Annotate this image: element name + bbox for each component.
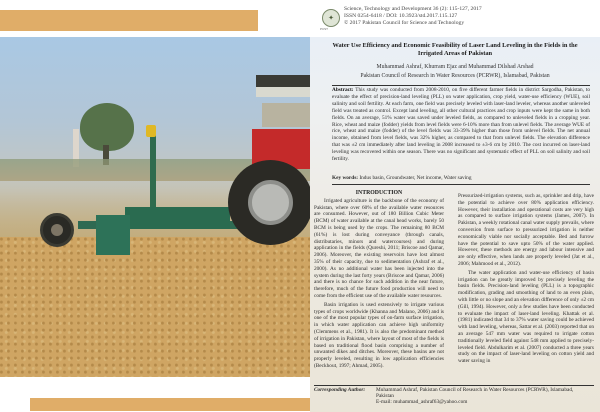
journal-header	[310, 0, 600, 37]
decorative-top-bar	[0, 10, 258, 31]
leveler-body	[125, 207, 230, 229]
keywords-text: Indus basin, Groundwater, Net income, Water saving	[359, 175, 472, 181]
left-column	[310, 190, 448, 372]
abstract-label: Abstract:	[332, 87, 354, 93]
paper-affiliation: Pakistan Council of Research in Water Resources (PCRWR), Islamabad, Pakistan	[360, 73, 550, 79]
soil-field	[0, 237, 310, 377]
right-paragraph-1: Pressurized-irrigation systems, such as, sprinkler and drip, have the potential to achieve over 80% application efficiency. However, their installation and operational costs are very high as compared to surface irrigation systems (James, 2007). In Pakistan, a weekly rotational canal water supply prevails, where conversion from surface to pressurized irrigation is neither economically viable nor socially acceptable. Bed and furrow have the potential to save upto 50% of the water applied. However, these methods are energy and labour intensive and are only effective, when lands are properly leveled (Jat et al., 2006; Mahmood et al., 2012).	[458, 193, 594, 267]
left-paragraph-2: Basin irrigation is used extensively to irrigate various types of crops worldwide (Khanna and Malano, 2006) and is one of the most popular types of on-farm surface irrigation, in which water application can achieve high uniformity (Clemmens et al., 1981). It is also the predominant method of irrigation in Pakistan, where layout of most of the fields is based on traditional flood basin comprising a number of unwanted dikes and ditches. Moreover, these basins are not properly leveled, resulting in low application efficiencies (Beckhout, 1997; Ahmad, 2005).	[314, 301, 444, 369]
tractor-roof	[256, 75, 310, 87]
tractor-rear-wheel	[228, 160, 310, 245]
abstract	[332, 87, 590, 163]
corresponding-author-email: E-mail: muhammad_ashraf63@yahoo.com	[376, 399, 468, 406]
journal-line-3: © 2017 Pakistan Council for Science and Technology	[344, 20, 465, 27]
introduction-heading: INTRODUCTION	[355, 190, 403, 196]
right-column	[458, 193, 594, 367]
keywords	[332, 175, 590, 181]
corresponding-author	[314, 387, 594, 406]
paper-title: Water Use Efficiency and Economic Feasibility of Laser Land Leveling in the Fields in the Irrigated Areas of Pakistan	[332, 42, 578, 58]
footnote-rule	[314, 385, 594, 386]
leveler-wheel	[40, 213, 74, 247]
journal-line-2: ISSN 0254-6418 / DOI: 10.3923/std.2017.115.127	[344, 13, 458, 20]
emblem-caption: PCST	[320, 27, 329, 31]
abstract-text: This study was conducted from 2008-2010, on five different farmer fields in district Sargodha, Pakistan, to evaluate the effect of precision-land leveling (PLL) on water application, crop yield, water-use efficiency (WUE), soil salinity and soil fertility. At each farm, one field was precisely leveled with laser-land leveler, whereas another unleveled field was treated as control. Except land leveling, all other cultural practices and crop inputs were kept the same in both fields. On an average, 51% water was saved under leveled fields, as compared to unleveled fields in a cropping year. Rice, wheat and maize (fodder) yields from level fields were 6-10% more than from unlevel fields. The average WUE of rice, wheat and maize (fodder) of the level fields was 33-39% higher than those from unlevel fields. The net annual income, obtained from level fields, was 32% higher, as compared to that from unlevel fields. The elevation difference that was ±2 cm immediately after land leveling in 2008 increased to ±3-6 cm by 2010. The cost incurred on laser-land leveling was recovered within one season. There was no significant and systematic effect of PLL on soil salinity and soil fertility.	[332, 87, 590, 163]
corresponding-author-label: Corresponding Author:	[314, 387, 366, 393]
left-paragraph-1: Irrigated agriculture is the backbone of the economy of Pakistan, where over 60% of the available water resources are consumed. However, out of 180 Billion Cubic Meter (BCM) of water available at the canal head works, barely 50 BCM is being used by the crops. The remaining 80 BCM (61%) is lost during conveyance (through canals, distributaries, minors and watercourses) and during application in the fields (Qureshi, 2011; Briscoe and Qamar, 2006). Moreover, the existing reservoirs have lost almost 35% of their capacity, due to sedimentation (Ashraf et al., 2000). As no additional water has been injected into the system during the last forty years (Briscoe and Qamar, 2006) and there is no chance for such addition in the near future, therefore, much of the future food production will need to come from the efficient use of the available water resources.	[314, 197, 444, 299]
corresponding-author-value: Muhammad Ashraf, Pakistan Council of Research in Water Resources (PCRWR), Islamabad, Pakistan	[376, 387, 574, 400]
abstract-top-rule	[332, 85, 590, 86]
journal-citation	[344, 6, 482, 28]
pcst-emblem-icon: ✦	[322, 9, 340, 27]
right-paragraph-2: The water application and water-use efficiency of basin irrigation can be greatly improved by precisely leveling the basin fields. Precision-land leveling (PLL) is a topographic modification, grading and smoothing of land to an even plain, with little or no slope and an elevation difference of only ±2 cm (Gill, 1994). However, only a few studies have been conducted to evaluate the impact of laser-land leveling. Khattak et al. (1981) indicated that 34 to 37% water saving could be achieved with land leveling, whereas, Sattar et al. (2003) reported that on an average 547 mm water was required to irrigate cotton traditionally leveled field against 548 mm applied to precisely-leveled field. Abdulkarim et al. (2007) conducted a three years study on the impact of laser-land leveling on cotton yield and water saving in	[458, 269, 594, 365]
corresponding-author-details	[376, 387, 590, 406]
keywords-bottom-rule	[332, 184, 590, 185]
tractor-canopy	[256, 87, 310, 97]
journal-line-1: Science, Technology and Development 36 (2): 115-127, 2017	[344, 6, 482, 12]
paper-authors: Muhammad Ashraf, Khurram Ejaz and Muhammad Dilshad Arshad	[376, 64, 534, 70]
paper-page	[310, 0, 600, 412]
decorative-bottom-bar	[30, 398, 310, 411]
laser-receiver-icon	[146, 125, 156, 137]
tree-shape	[80, 103, 134, 151]
keywords-label: Key words:	[332, 175, 359, 181]
tractor-engine	[262, 103, 310, 127]
tractor-leveler-photo	[0, 37, 310, 377]
leveler-blade	[96, 215, 130, 255]
